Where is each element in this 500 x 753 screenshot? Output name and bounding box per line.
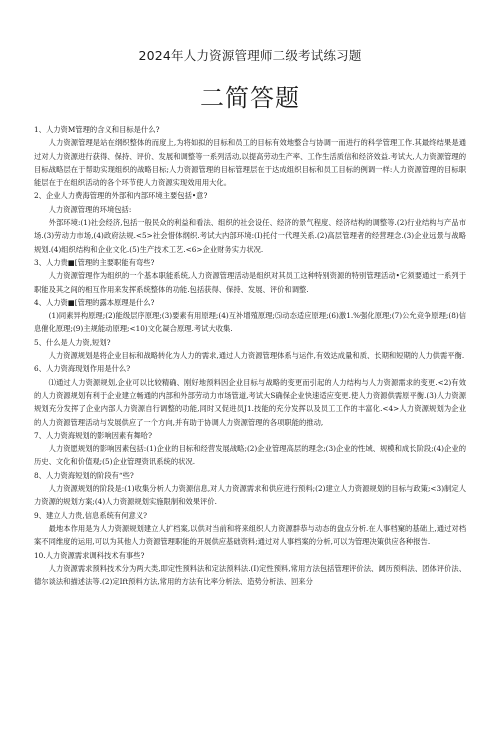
answer-paragraph: 人力资源需求预料技术分为两大类,即定性预料法和定法预料法.(I)定性预料,常用方法包括管理评价法、阔历预料法、团体评价法、德尔谈法和描述法等.(2)定Ift预料方法,常用的方法有比率分析法、造势分析法、回来分 [34, 563, 466, 587]
question-heading: 2、企业人力费海管理的外部和内部环境主要包括•意? [34, 191, 208, 201]
answer-paragraph: 外部环境:(1)社会经济,包括一般民众的利益和看法、组织的社会设任、经济的景气程度、经济结构的调整等.(2)行业结构与产品市场.(3)劳动力市场,(4)政府法规.<5>社会惜体纲织.考试大内部环境:(I)托付一代理关系.(2)高层管理者的经营理念.(3)企业远景与战略规划.(4)组织结构和企业文化.(5)生产技术工艺.<6>企业财务实力状况. [34, 218, 466, 254]
answer-paragraph: 人力资源管理的环境包括: [48, 204, 132, 214]
question-heading: 7、人力资海规划的影响因素有舞哈? [34, 430, 153, 440]
answer-paragraph: ⑴通过人力资源规划,企业可以比较精确、刚好地预料因企业目标与战略的变更而引起的人力结构与人力资源需求的变更.<2)有效的人力资源规划有利于企业建立畅通的内部和外部劳动力市场管道,考试大S确保企业快速适应变更.使人力资源供需原平衡.(3)人力资源规划充分发挥了企业内部人力资源自行调整的功能,同时又促进员J1.技能的充分发挥以及员工工作的丰富化.<4>人力资源规划为企业的人力资源管理活动与发展供应了一个方向,并有助于协调人力资源管理的各项职能的推动, [34, 377, 466, 427]
question-heading: 10.人力资源需求调科技术有事些? [34, 550, 145, 560]
question-heading: 5、什么是人力资,短划? [34, 337, 111, 347]
question-heading: 6、人力资海现划作用是什么? [34, 364, 131, 374]
question-heading: 3、人力贵■[管理的主要职能有弯些? [34, 257, 155, 267]
document-title: 2024年人力资源管理师二级考试练习题 [138, 48, 362, 63]
question-heading: 4、人力资■[管理的露本原理是什么? [34, 297, 155, 307]
section-title: 二简答题 [200, 84, 300, 112]
answer-paragraph: 人力资源规划的阶段是:(1)收集分析人力资源信息,对人力资源需求和供应进行预料;(2)建立人力资源规划的目标与政策;<3)制定人力资源的规划方案;(4)人力资源规划实施限制和效果评价. [34, 484, 466, 507]
question-heading: 9、建立人力贵,信息系统有何意义? [34, 510, 148, 520]
answer-paragraph: 人力资源管理是站在纲织整体的而度上,为将如拟的目标和员工的目标有效地整合与协调一而进行的科学管理工作.其最终结果是通过对人力资源进行获得、保持、评价、发展和调整等一系列活动,以提高劳动生产率、工作生活质信和经济效益.考试大,人力资源管理的目标战略层在于帮助实现组织的战略目标;人力资源管理的目标管理层在于达成组织目标和员工目标的例调一样:人力资源管理的目标职能层在于在组织活动的各个环节使人力资源实现效用用大化。 [34, 138, 466, 188]
document-body [34, 123, 466, 588]
question-heading: 1、人力资M管理的含义和目标是什么? [34, 125, 160, 134]
document-page [0, 46, 500, 753]
answer-paragraph: 最地本作用是为人力资源规划建立人扩档案,以供对当前和将来组织人力资源群恭与动态的盘点分析.在人事档窠的基础上,通过对档案不同维度的运用,可以为其他人力资源管理职能的开展供应基础资料;通过对人事档案的分析,可以为管理决策供应各种报告. [34, 523, 466, 547]
answer-paragraph: 人力资源规划是将企业目标和战略转化为人力的需求,通过人力资源管理体系与运作,有效达成量和质、长期和短期的人力供需平衡. [48, 351, 465, 361]
answer-paragraph: (1)同素异构原理;(2)能级层序原理;(3)要素有用原理;(4)互补增殖原理;⑸动态适应原理;(6)激1.%强化原理;(7)公允竞争原理;(8)信息催化原理;(9)主规能动原理;<10)文化凝合原理.考试大收集. [34, 311, 466, 334]
question-heading: 8、人力资海短划的阶段有“些? [34, 470, 134, 480]
answer-paragraph: 人力资愿规划的影响因素包括:(1)企业的目标和经营发展战略;(2)企业管理高层的理念;(3)企业的性域、规模和成长阶段;(4)企业的历史、文化和价值观;(5)企业管理资讯系统的状况. [34, 444, 466, 467]
answer-paragraph: 人力资源管理作为组织的一个基本职能系统,人力资源管理活动是组织对其员工这种特别资源的特别管理活动•它须要通过一系列于职能及其之间的相互作用来发挥系统整体的功能.包括获得、保持、发展、评价和调整. [34, 271, 466, 294]
